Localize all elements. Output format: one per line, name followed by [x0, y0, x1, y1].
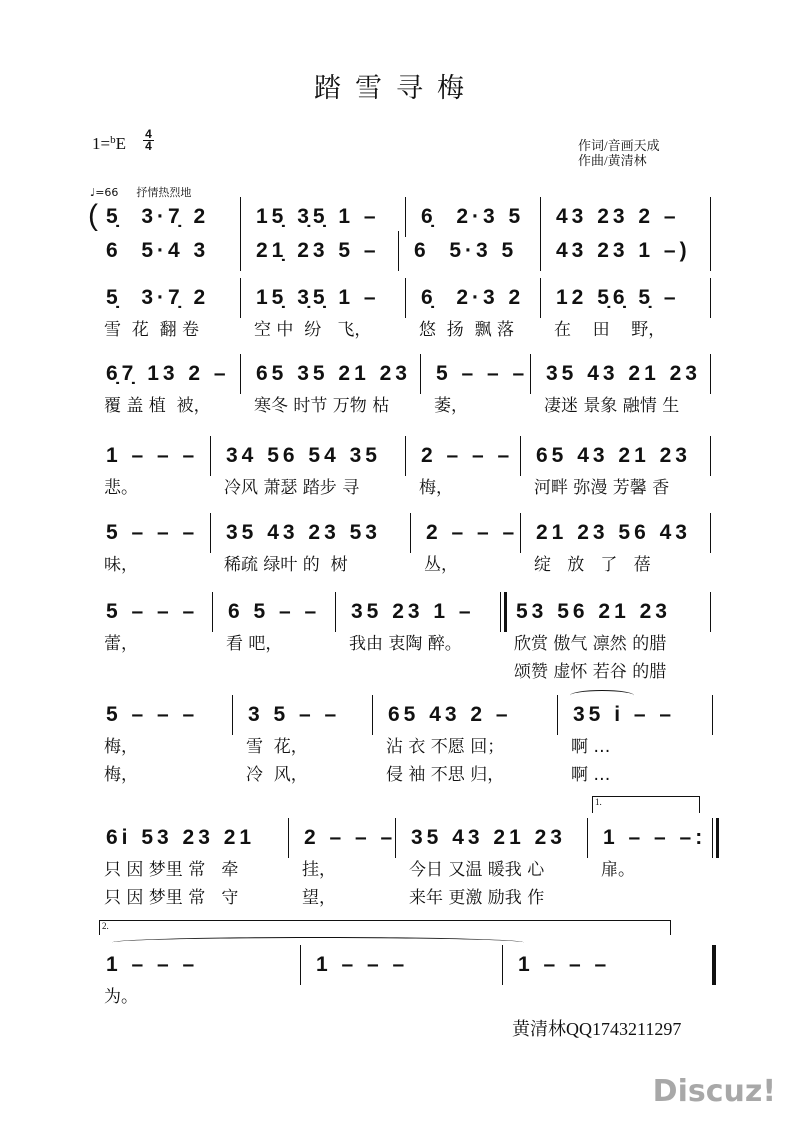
measure-notes: 1 – – –: [603, 826, 707, 849]
bar-line [240, 354, 241, 394]
bar-line [405, 436, 406, 476]
bar-line [240, 231, 241, 271]
bar-line [710, 513, 711, 553]
measure-notes: 6 5·4 3 [106, 239, 210, 262]
lyric-verse-1: 空 中 纷 飞， [254, 320, 372, 340]
lyric-verse-1: 为。 [104, 987, 138, 1007]
lyric-verse-2: 冷 风， [246, 765, 308, 785]
bar-line [710, 231, 711, 271]
bar-line [530, 354, 531, 394]
measure-notes: 15̣ 3̣5̣ 1 – [256, 205, 380, 228]
lyric-verse-1: 梅， [419, 478, 453, 498]
credits [578, 138, 660, 168]
measure-notes: 6 5·3 5 [414, 239, 518, 262]
lyric-verse-1: 挂， [302, 860, 336, 880]
lyric-verse-1: 雪 花 翻 卷 [104, 320, 200, 340]
lyric-verse-1: 稀疏 绿叶 的 树 [224, 555, 348, 575]
measure-notes: 2 – – – [304, 826, 397, 849]
measure-notes: 21 23 56 43 [536, 521, 691, 544]
lyric-verse-1: 味， [104, 555, 138, 575]
bar-line [710, 592, 711, 632]
lyric-verse-2: 啊 … [571, 765, 611, 785]
lyric-verse-1: 冷风 萧瑟 踏步 寻 [224, 478, 360, 498]
tempo-marking [90, 184, 191, 200]
measure-notes: 5̣ 3·7̣ 2 [106, 286, 210, 309]
watermark: Discuz! [652, 1074, 776, 1109]
bar-line [232, 695, 233, 735]
bar-line [502, 945, 503, 985]
bar-line [405, 197, 406, 237]
lyric-verse-1: 雪 花， [246, 737, 308, 757]
bar-line [520, 513, 521, 553]
slur-arc [570, 690, 634, 701]
lyric-verse-2: 望， [302, 888, 336, 908]
measure-notes: 65 35 21 23 [256, 362, 411, 385]
measure-notes: 5 – – – [436, 362, 529, 385]
tie-arc [112, 937, 524, 948]
measure-notes: 1 – – – [106, 444, 199, 467]
measure-notes: 1 – – – [106, 953, 199, 976]
bar-line [712, 695, 713, 735]
measure-notes: 65 43 2 – [388, 703, 512, 726]
measure-notes: 15̣ 3̣5̣ 1 – [256, 286, 380, 309]
lyric-verse-1: 梅， [104, 737, 138, 757]
composer: 作曲/黄清林 [578, 153, 647, 168]
measure-notes: 35 i – – [573, 703, 676, 726]
lyric-verse-1: 只 因 梦里 常 牵 [104, 860, 239, 880]
measure-notes: 1 – – – [518, 953, 611, 976]
bar-line [710, 436, 711, 476]
signature: 黄清林QQ1743211297 [512, 1019, 682, 1039]
intro-open-paren: ( [88, 199, 98, 232]
repeat-start-barline [504, 592, 507, 632]
measure-notes: 53 56 21 23 [516, 600, 671, 623]
measure-notes: 2 – – – [426, 521, 519, 544]
measure-notes: 65 43 21 23 [536, 444, 691, 467]
measure-notes: 3 5 – – [248, 703, 341, 726]
lyric-verse-1: 啊 … [571, 737, 611, 757]
bar-line [410, 513, 411, 553]
bar-line [288, 818, 289, 858]
lyric-verse-2: 只 因 梦里 常 守 [104, 888, 239, 908]
key-signature: 1=$^b$E [92, 134, 126, 153]
volta-2: 2. [99, 920, 671, 935]
bar-line [520, 436, 521, 476]
measure-notes: 35 43 23 53 [226, 521, 381, 544]
measure-notes: 1 – – – [316, 953, 409, 976]
bar-line [420, 354, 421, 394]
bar-line [712, 945, 716, 985]
lyric-verse-2: 侵 袖 不思 归， [386, 765, 505, 785]
bar-line [587, 818, 588, 858]
bar-line [540, 278, 541, 318]
bar-line [710, 278, 711, 318]
measure-notes: 6̣ 2·3 2 [421, 286, 525, 309]
bar-line [405, 278, 406, 318]
measure-notes: 5̣ 3·7̣ 2 [106, 205, 210, 228]
lyric-verse-1: 今日 又温 暖我 心 [409, 860, 545, 880]
measure-notes: 6i 53 23 21 [106, 826, 256, 849]
bar-line [710, 354, 711, 394]
bar-line [300, 945, 301, 985]
lyric-verse-1: 萎， [434, 396, 468, 416]
measure-notes: 34 56 54 35 [226, 444, 381, 467]
lyric-verse-1: 看 吧， [226, 634, 283, 654]
measure-notes: 6̣7̣ 13 2 – [106, 362, 230, 385]
volta-1: 1. [592, 796, 700, 813]
bar-line [210, 436, 211, 476]
measure-notes: 2 – – – [421, 444, 514, 467]
measure-notes: 35 23 1 – [351, 600, 475, 623]
lyric-verse-1: 河畔 弥漫 芳馨 香 [534, 478, 670, 498]
lyric-verse-1: 悲。 [104, 478, 138, 498]
lyric-verse-1: 沾 衣 不愿 回； [386, 737, 505, 757]
lyric-verse-2: 颂赞 虚怀 若谷 的腊 [514, 662, 667, 682]
measure-notes: 6̣ 2·3 5 [421, 205, 525, 228]
measure-notes: 21̣ 23 5 – [256, 239, 380, 262]
lyric-verse-1: 绽 放 了 蓓 [534, 555, 651, 575]
bar-line [212, 592, 213, 632]
bar-line [712, 818, 713, 858]
bar-line [335, 592, 336, 632]
lyric-verse-1: 在 田 野， [554, 320, 666, 340]
time-signature: 4 4 [143, 129, 154, 152]
bar-line [210, 513, 211, 553]
lyric-verse-1: 丛， [424, 555, 458, 575]
bar-line [557, 695, 558, 735]
tempo: ♩=66 [90, 186, 119, 199]
expression-marking: 抒情热烈地 [136, 186, 192, 199]
lyric-verse-1: 扉。 [601, 860, 635, 880]
measure-notes: 35 43 21 23 [546, 362, 701, 385]
lyric-verse-1: 悠 扬 飘 落 [419, 320, 515, 340]
measure-notes: 6 5 – – [228, 600, 321, 623]
bar-line [372, 695, 373, 735]
measure-notes: 5 – – – [106, 521, 199, 544]
bar-line [398, 231, 399, 271]
flat-symbol: b [110, 134, 116, 146]
measure-notes: 12 5̣6̣ 5̣ – [556, 286, 680, 309]
lyric-verse-1: 蕾， [104, 634, 138, 654]
measure-notes: 5 – – – [106, 703, 199, 726]
bar-line [240, 278, 241, 318]
lyric-verse-1: 我由 衷陶 醉。 [349, 634, 462, 654]
lyricist: 作词/音画天成 [578, 138, 660, 153]
song-title: 踏雪寻梅 [314, 73, 478, 104]
bar-line [540, 231, 541, 271]
bar-line [500, 592, 501, 632]
lyric-verse-1: 寒冬 时节 万物 枯 [254, 396, 390, 416]
measure-notes: 43 23 1 –) [556, 239, 691, 262]
measure-notes: 43 23 2 – [556, 205, 680, 228]
lyric-verse-2: 来年 更激 励我 作 [409, 888, 545, 908]
lyric-verse-1: 覆 盖 植 被， [104, 396, 211, 416]
repeat-end-barline [716, 818, 719, 858]
measure-notes: 35 43 21 23 [411, 826, 566, 849]
measure-notes: 5 – – – [106, 600, 199, 623]
lyric-verse-2: 梅， [104, 765, 138, 785]
lyric-verse-1: 凄迷 景象 融情 生 [544, 396, 680, 416]
lyric-verse-1: 欣赏 傲气 凛然 的腊 [514, 634, 667, 654]
